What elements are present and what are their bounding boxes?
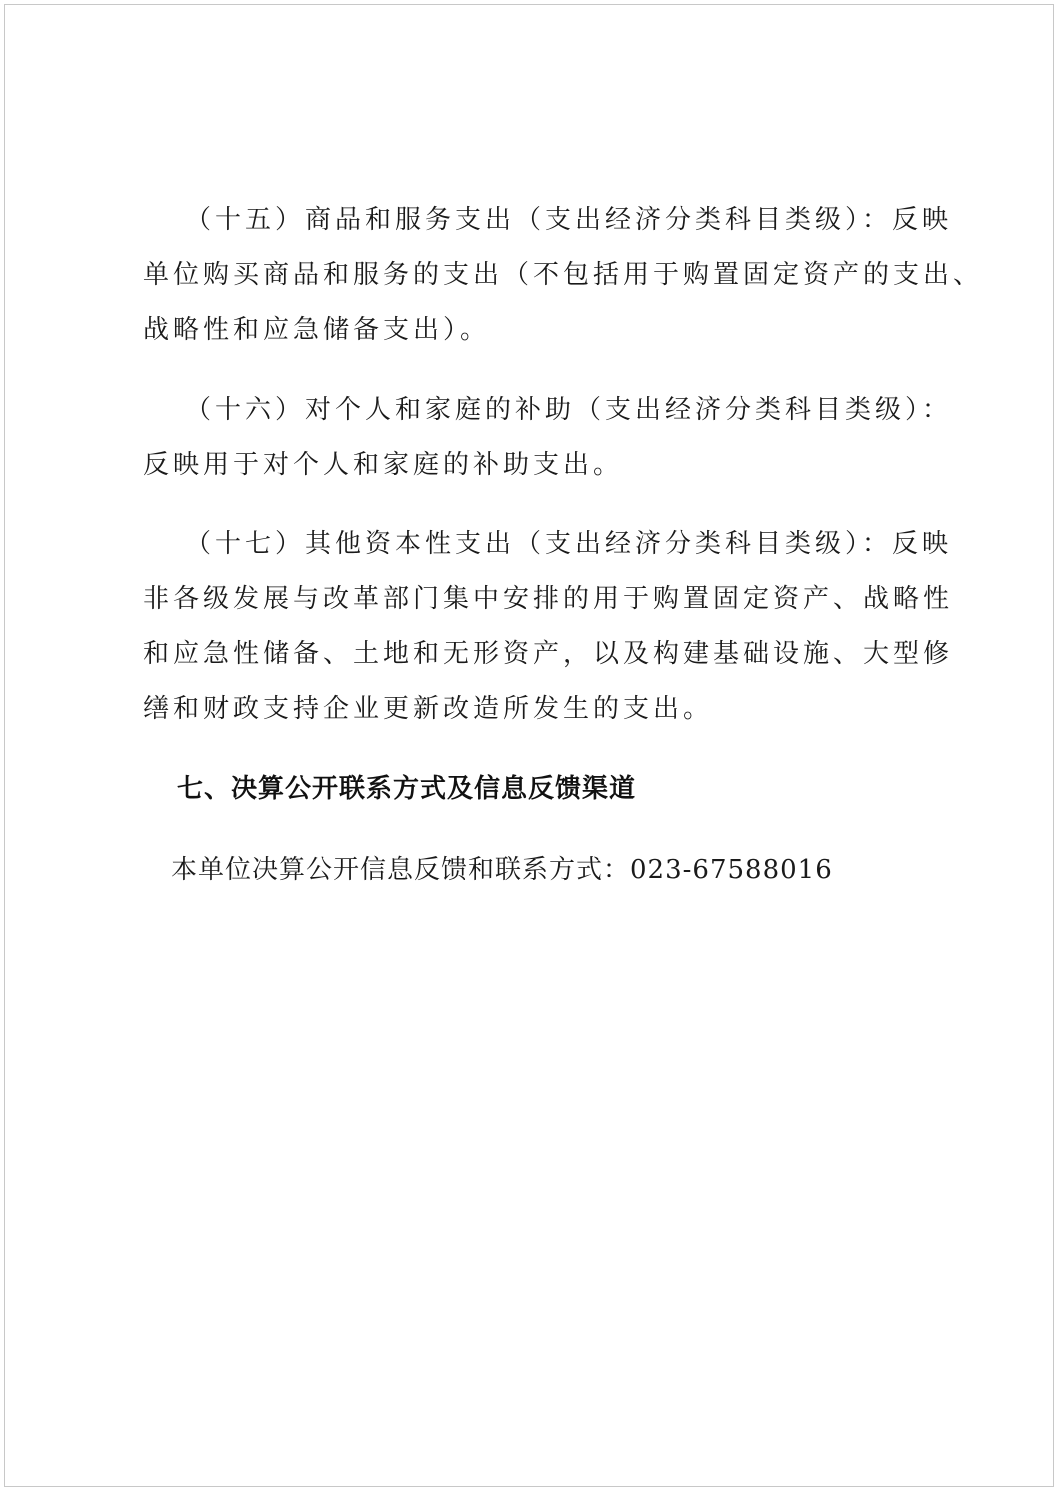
contact-phone: 023-67588016 xyxy=(630,855,833,885)
paragraph-17-line-3: 和应急性储备、土地和无形资产，以及构建基础设施、大型修 xyxy=(143,639,954,669)
paragraph-15-line-3: 战略性和应急储备支出）。 xyxy=(143,315,491,345)
paragraph-16-line-1: （十六）对个人和家庭的补助（支出经济分类科目类级）： xyxy=(185,395,953,425)
paragraph-17-line-1: （十七）其他资本性支出（支出经济分类科目类级）：反映 xyxy=(185,529,953,559)
paragraph-15-line-1: （十五）商品和服务支出（支出经济分类科目类级）：反映 xyxy=(185,205,953,235)
paragraph-17-line-2: 非各级发展与改革部门集中安排的用于购置固定资产、战略性 xyxy=(143,584,954,614)
paragraph-15-line-2: 单位购买商品和服务的支出（不包括用于购置固定资产的支出、 xyxy=(143,260,984,290)
paragraph-16-line-2: 反映用于对个人和家庭的补助支出。 xyxy=(143,450,624,480)
section-heading: 七、决算公开联系方式及信息反馈渠道 xyxy=(177,774,637,804)
contact-line xyxy=(171,853,833,887)
paragraph-17-line-4: 缮和财政支持企业更新改造所发生的支出。 xyxy=(143,694,714,724)
contact-label: 本单位决算公开信息反馈和联系方式： xyxy=(171,855,631,885)
document-page xyxy=(4,4,1054,1487)
